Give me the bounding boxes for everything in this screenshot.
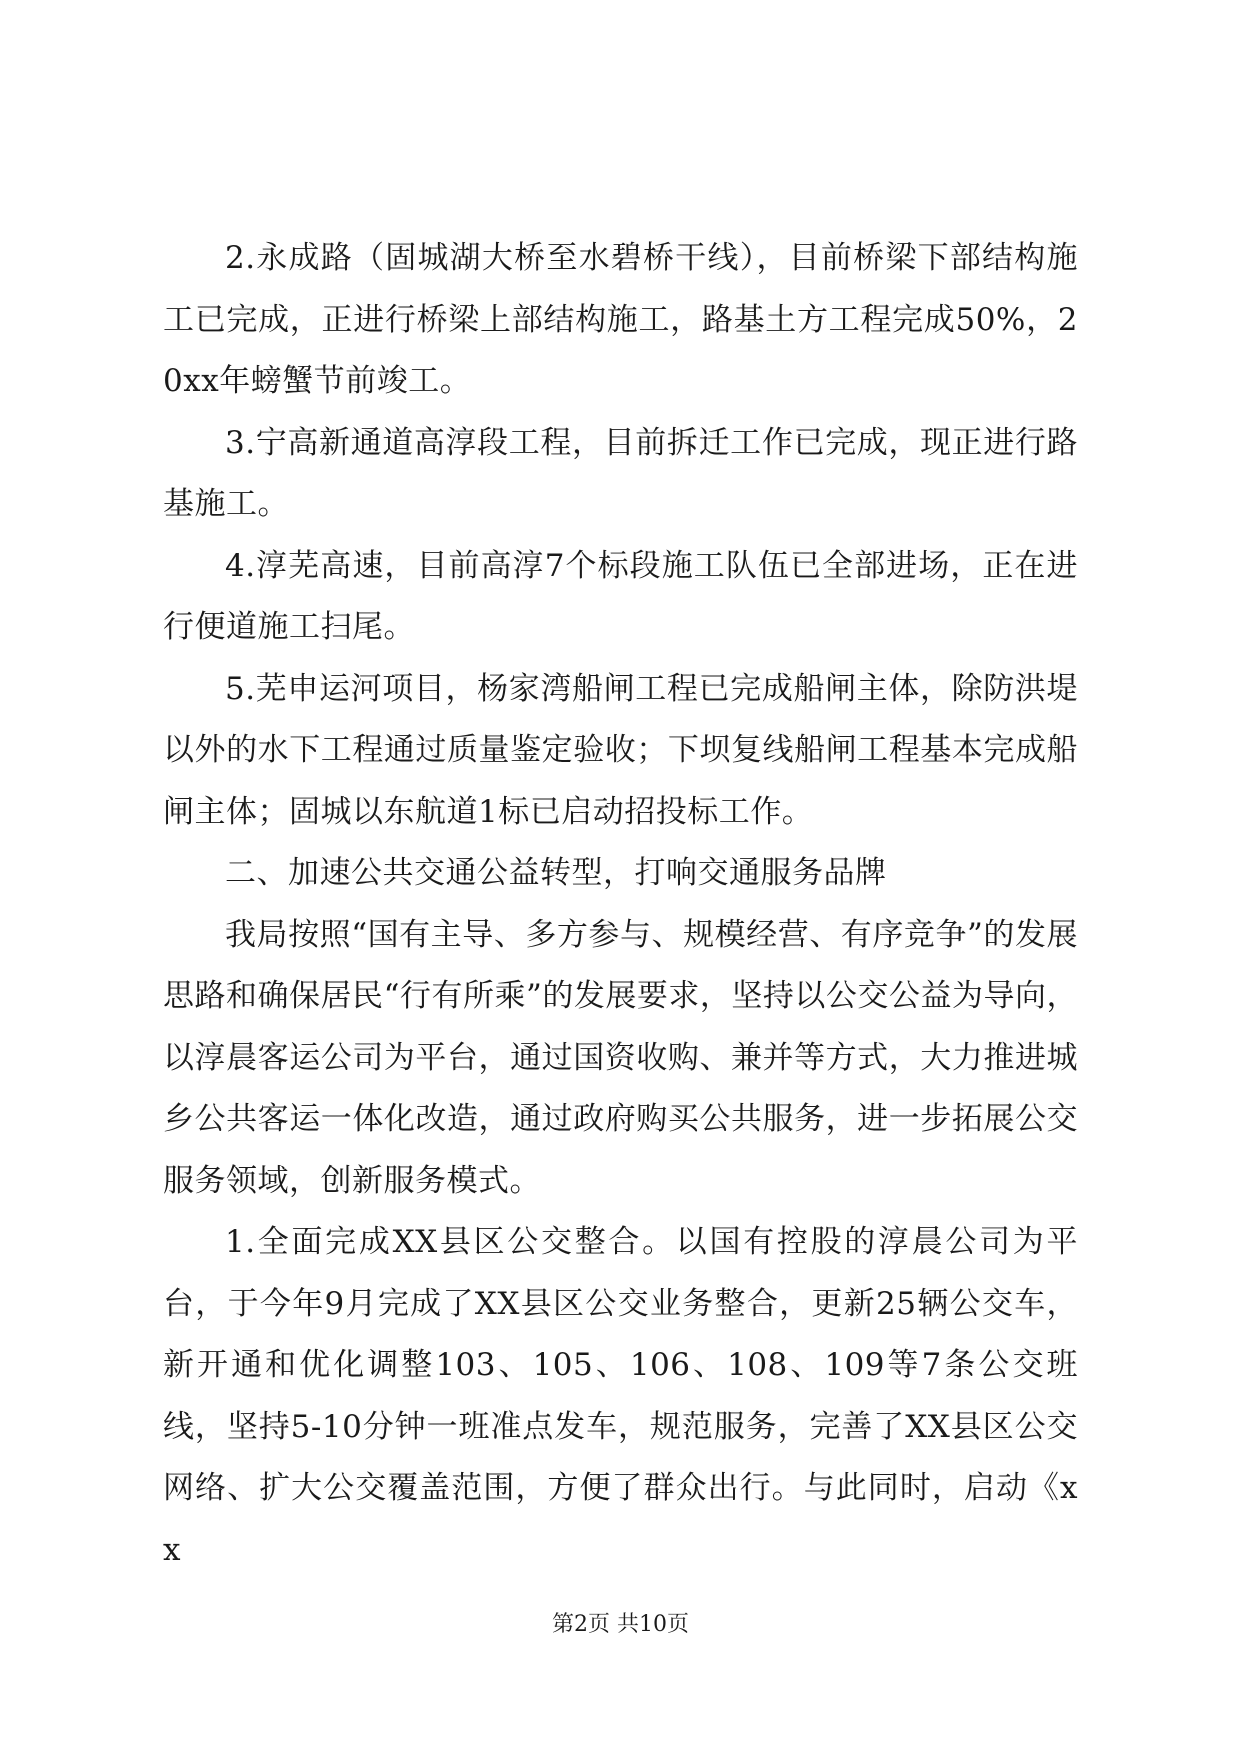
paragraph-bureau-approach: 我局按照“国有主导、多方参与、规模经营、有序竞争”的发展思路和确保居民“行有所乘”的发展要求，坚持以公交公益为导向，以淳晨客运公司为平台，通过国资收购、兼并等方式，大力推进城乡公共客运一体化改造，通过政府购买公共服务，进一步拓展公交服务领域，创新服务模式。 — [163, 916, 1078, 1199]
paragraph-wushen-canal: 5.芜申运河项目，杨家湾船闸工程已完成船闸主体，除防洪堤以外的水下工程通过质量鉴定验收；下坝复线船闸工程基本完成船闸主体；固城以东航道1标已启动招投标工作。 — [163, 670, 1078, 830]
paragraph-yongcheng-road: 2.永成路（固城湖大桥至水碧桥干线），目前桥梁下部结构施工已完成，正进行桥梁上部结构施工，路基土方工程完成50%，20xx年螃蟹节前竣工。 — [163, 240, 1078, 399]
paragraph-bus-integration: 1.全面完成XX县区公交整合。以国有控股的淳晨公司为平台，于今年9月完成了XX县区公交业务整合，更新25辆公交车，新开通和优化调整103、105、106、108、109等7条公交班线，坚持5-10分钟一班准点发车，规范服务，完善了XX县区公交网络、扩大公交覆盖范围，方便了群众出行。与此同时，启动《xx — [163, 1224, 1078, 1568]
section-heading-public-transit: 二、加速公共交通公益转型，打响交通服务品牌 — [225, 855, 887, 891]
document-body — [163, 228, 1078, 1581]
page-footer: 第2页 共10页 — [552, 1612, 689, 1637]
paragraph-chunwu-expressway: 4.淳芜高速，目前高淳7个标段施工队伍已全部进场，正在进行便道施工扫尾。 — [163, 547, 1078, 645]
paragraph-ninggao-channel: 3.宁高新通道高淳段工程，目前拆迁工作已完成，现正进行路基施工。 — [163, 424, 1078, 522]
